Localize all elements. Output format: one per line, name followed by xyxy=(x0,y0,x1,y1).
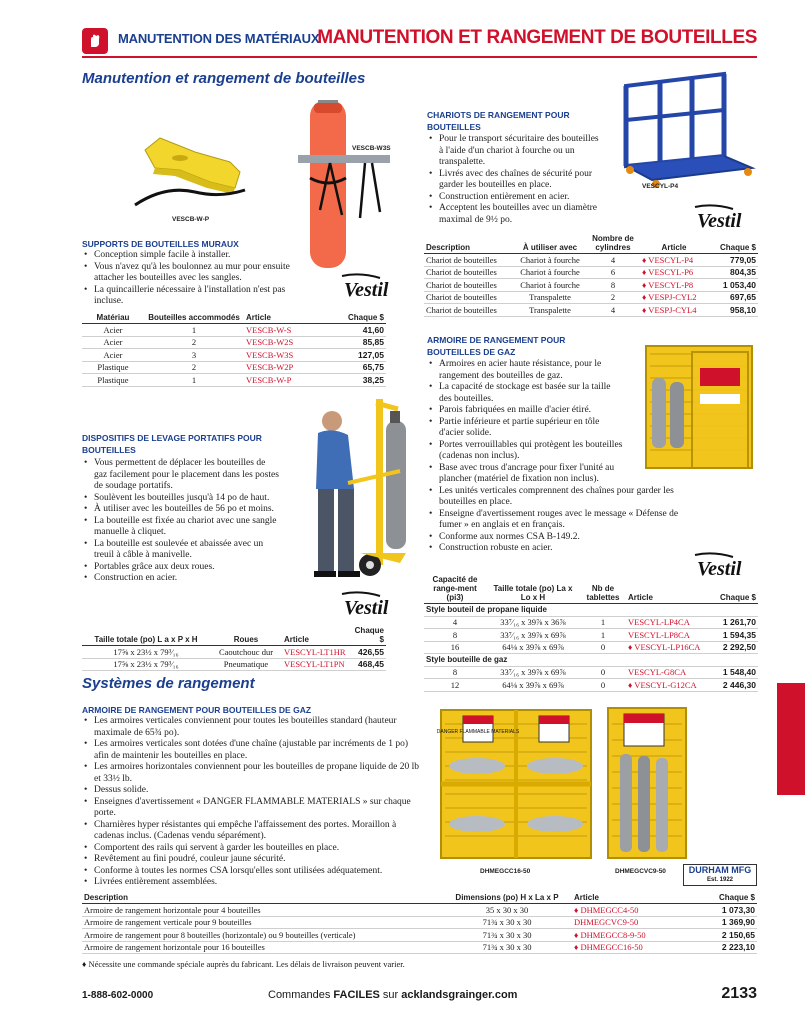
svg-text:Vestil: Vestil xyxy=(344,597,389,619)
vestil-logo xyxy=(340,272,406,304)
section-title-handling: Manutention et rangement de bouteilles xyxy=(82,70,366,87)
list-item: • Pour le transport sécuritaire des bouteilles à l'aide d'un chariot à fourche ou un transpalette. xyxy=(427,134,605,169)
list-item: • La bouteille est fixée au chariot avec une sangle manuelle à cliquet. xyxy=(82,516,280,539)
table-row: 8 33⁷⁄₁₆ x 39⅞ x 69⅞ 0 VESCYL-G8CA 1 548,40 xyxy=(424,666,758,679)
vestil-logo xyxy=(340,590,406,622)
table-row: 8 33⁷⁄₁₆ x 39⅞ x 69⅞ 1 VESCYL-LP8CA 1 594,35 xyxy=(424,629,758,642)
footer-site-link[interactable]: acklandsgrainger.com xyxy=(401,989,518,1001)
svg-text:Vestil: Vestil xyxy=(697,558,742,580)
list-item: • Les armoires verticales sont dotées d'une chaîne (ajustable par incréments de 1 po) afin de maintenir les bouteilles en place. xyxy=(82,739,422,762)
col-header: Taille totale (po) La x Lo x H xyxy=(486,574,580,604)
list-item: • Les armoires horizontales conviennent pour les bouteilles de propane liquide de 20 lb et 33½ lb. xyxy=(82,762,422,785)
table-row: Armoire de rangement horizontale pour 16 bouteilles 71¾ x 30 x 30 ♦ DHMEGCC16-50 2 223,10 xyxy=(84,942,755,953)
durham-est: Est. 1922 xyxy=(706,877,734,883)
cabinet-table xyxy=(424,574,758,692)
list-item: • Enseignes d'avertissement « DANGER FLAMMABLE MATERIALS » sur chaque porte. xyxy=(82,797,422,820)
wall-support-heading: SUPPORTS DE BOUTEILLES MURAUX xyxy=(82,239,239,249)
list-item: • Dessus solide. xyxy=(82,785,422,797)
table-row: 17⅝ x 23½ x 79³⁄₁₆ Caoutchouc dur VESCYL-LT1HR 426,55 xyxy=(82,646,386,659)
col-header: Nombre de cylindres xyxy=(586,233,640,254)
list-item: • Comportent des rails qui servent à garder les bouteilles en place. xyxy=(82,843,422,855)
list-item: • Construction en acier. xyxy=(82,573,280,585)
section-title-storage: Systèmes de rangement xyxy=(82,675,255,692)
table-row: Chariot de bouteilles Chariot à fourche 4 ♦ VESCYL-P4 779,05 xyxy=(426,254,756,265)
list-item: • Les armoires verticales conviennent pour toutes les bouteilles standard (hauteur maximale de 65¾ po). xyxy=(82,716,422,739)
table-row: Acier 3 VESCB-W3S 127,05 xyxy=(82,349,386,362)
page-title: MANUTENTION ET RANGEMENT DE BOUTEILLES xyxy=(317,27,757,48)
list-item: • La quincaillerie nécessaire à l'installation n'est pas incluse. xyxy=(82,285,314,308)
list-item: • Construction robuste en acier. xyxy=(427,543,689,555)
list-item: • Charnières hyper résistantes qui empêche l'affaissement des portes. Moraillon à cadenas inclus. (Cadenas vendu séparément). xyxy=(82,820,422,843)
footer-order-pre: Commandes xyxy=(268,989,334,1001)
list-item: • Conception simple facile à installer. xyxy=(82,250,314,262)
header-divider xyxy=(82,56,757,58)
lift-table xyxy=(82,625,386,671)
footer-phone: 1-888-602-0000 xyxy=(82,990,154,1001)
col-header: Chaque $ xyxy=(348,625,386,646)
list-item: • Armoires en acier haute résistance, pour le rangement des bouteilles de gaz. xyxy=(427,359,623,382)
portable-lift-image xyxy=(300,393,412,585)
category-logo xyxy=(82,28,108,54)
list-item: • Soulèvent les bouteilles jusqu'à 14 po de haut. xyxy=(82,493,280,505)
col-header: Article xyxy=(626,574,702,604)
list-item: • Acceptent les bouteilles avec un diamètre maximal de 9½ po. xyxy=(427,203,605,226)
list-item: • À utiliser avec les bouteilles de 56 po et moins. xyxy=(82,504,280,516)
list-item: • Conforme à toutes les normes CSA lorsqu'elles sont utilisées adéquatement. xyxy=(82,866,422,878)
svg-text:Vestil: Vestil xyxy=(697,210,742,232)
table-row: Armoire de rangement pour 8 bouteilles (horizontale) ou 9 bouteilles (verticale) 71¾ x 30 x 30 ♦ DHMEGCC8-9-50 2 150,65 xyxy=(84,929,755,940)
col-header: Bouteilles accommodés xyxy=(144,312,244,324)
table-row: Chariot de bouteilles Transpalette 2 ♦ VESPJ-CYL2 697,65 xyxy=(426,292,756,303)
carts-bullets xyxy=(427,134,605,226)
list-item: • Portes verrouillables qui protègent les bouteilles (cadenas non inclus). xyxy=(427,440,623,463)
list-item: • La bouteille est soulevée et abaissée avec un treuil à câble à manivelle. xyxy=(82,539,280,562)
vertical-gas-cabinet-image xyxy=(604,704,690,864)
page-number: 2133 xyxy=(721,985,757,1002)
col-header: Chaque $ xyxy=(708,233,758,254)
col-header: Article xyxy=(572,892,682,904)
horizontal-gas-cabinet-image xyxy=(437,704,595,862)
hand-icon xyxy=(86,32,104,50)
list-item: • Revêtement au fini poudré, couleur jaune sécurité. xyxy=(82,854,422,866)
lift-bullets xyxy=(82,458,280,585)
col-header: Description xyxy=(82,892,442,904)
durham-logo xyxy=(683,864,757,886)
svg-text:Vestil: Vestil xyxy=(344,279,389,301)
wall-support-table xyxy=(82,312,386,387)
footer-order-bold: FACILES xyxy=(333,989,380,1001)
table-row: 17⅝ x 23½ x 79³⁄₁₆ Pneumatique VESCYL-LT1PN 468,45 xyxy=(82,658,386,671)
footer-order xyxy=(268,989,517,1001)
table-row: Acier 1 VESCB-W-S 41,60 xyxy=(82,324,386,337)
list-item: • Livrés avec des chaînes de sécurité pour garder les bouteilles en place. xyxy=(427,169,605,192)
list-item: • Livrées entièrement assemblées. xyxy=(82,877,422,889)
list-item: • Enseigne d'avertissement rouges avec le message « Défense de fumer » en anglais et en français. xyxy=(427,509,689,532)
lift-heading: DISPOSITIFS DE LEVAGE PORTATIFS POUR BOUTEILLES xyxy=(82,433,262,455)
table-group-row: Style bouteille de gaz xyxy=(424,654,758,667)
table-row: Chariot de bouteilles Chariot à fourche 6 ♦ VESCYL-P6 804,35 xyxy=(426,267,756,278)
col-header: Description xyxy=(424,233,514,254)
wall-support-bullets xyxy=(82,250,314,308)
vestil-gas-cabinet-image xyxy=(640,338,758,476)
storage-bullets xyxy=(82,716,422,889)
list-item: • Construction entièrement en acier. xyxy=(427,192,605,204)
col-header: Article xyxy=(640,233,708,254)
col-header: Taille totale (po) L a x P x H xyxy=(82,625,210,646)
table-row: Armoire de rangement horizontale pour 4 bouteilles 35 x 30 x 30 ♦ DHMEGCC4-50 1 073,30 xyxy=(84,904,755,915)
col-header: Chaque $ xyxy=(320,312,386,324)
table-row: Acier 2 VESCB-W2S 85,85 xyxy=(82,336,386,349)
svg-text:DANGER FLAMMABLE MATERIALS: DANGER FLAMMABLE MATERIALS xyxy=(437,729,520,735)
list-item: • Vous n'avez qu'à les boulonnez au mur pour ensuite attacher les bouteilles avec les sangles. xyxy=(82,262,314,285)
list-item: • La capacité de stockage est basée sur la taille des bouteilles. xyxy=(427,382,623,405)
img-label-dhmegcvc9-50: DHMEGCVC9-50 xyxy=(615,868,666,875)
col-header: Roues xyxy=(210,625,282,646)
col-header: Article xyxy=(282,625,348,646)
table-group-row: Style bouteil de propane liquide xyxy=(424,604,758,617)
list-item: • Base avec trous d'ancrage pour fixer l'unité au plancher (matériel de fixation non inclus). xyxy=(427,463,623,486)
col-header: Chaque $ xyxy=(702,574,758,604)
col-header: Capacité de range-ment (pi3) xyxy=(424,574,486,604)
table-row: Chariot de bouteilles Chariot à fourche 8 ♦ VESCYL-P8 1 053,40 xyxy=(426,279,756,290)
col-header: Article xyxy=(244,312,320,324)
table-row: 4 33⁷⁄₁₆ x 39⅞ x 36⅞ 1 VESCYL-LP4CA 1 261,70 xyxy=(424,616,758,629)
img-label-vescb-w-p: VESCB-W-P xyxy=(172,216,210,223)
list-item: • Conforme aux normes CSA B-149.2. xyxy=(427,532,689,544)
table-row: Plastique 1 VESCB-W-P 38,25 xyxy=(82,374,386,387)
table-row: 12 64⅛ x 39⅞ x 69⅞ 0 ♦ VESCYL-G12CA 2 446,30 xyxy=(424,679,758,692)
col-header: Matériau xyxy=(82,312,144,324)
table-row: 16 64⅛ x 39⅞ x 69⅞ 0 ♦ VESCYL-LP16CA 2 292,50 xyxy=(424,641,758,654)
special-order-note: ♦ Nécessite une commande spéciale auprès du fabricant. Les délais de livraison peuvent varier. xyxy=(82,959,405,969)
table-row: Armoire de rangement verticale pour 9 bouteilles 71¾ x 30 x 30 DHMEGCVC9-50 1 369,90 xyxy=(84,917,755,928)
durham-brand: DURHAM MFG xyxy=(688,865,752,875)
list-item: • Les unités verticales comprennent des chaînes pour garder les bouteilles en place. xyxy=(427,486,689,509)
footer-order-mid: sur xyxy=(379,989,402,1001)
list-item: • Portables grâce aux deux roues. xyxy=(82,562,280,574)
cabinet-heading: ARMOIRE DE RANGEMENT POUR BOUTEILLES DE GAZ xyxy=(427,335,566,357)
storage-heading: ARMOIRE DE RANGEMENT POUR BOUTEILLES DE GAZ xyxy=(82,705,312,715)
img-label-vescb-w3s: VESCB-W3S xyxy=(352,145,391,152)
col-header: Nb de tablettes xyxy=(580,574,626,604)
list-item: • Partie inférieure et partie supérieur en tôle d'acier solide. xyxy=(427,417,623,440)
list-item: • Parois fabriquées en maille d'acier étiré. xyxy=(427,405,623,417)
col-header: À utiliser avec xyxy=(514,233,586,254)
list-item: • Vous permettent de déplacer les bouteilles de gaz facilement pour le placement dans les postes de soudage portatifs. xyxy=(82,458,280,493)
header-category: MANUTENTION DES MATÉRIAUX xyxy=(118,31,320,46)
plastic-wall-bracket-image xyxy=(125,130,250,220)
table-row: Plastique 2 VESCB-W2P 65,75 xyxy=(82,361,386,374)
side-tab xyxy=(777,683,805,795)
img-label-dhmegcc16-50: DHMEGCC16-50 xyxy=(480,868,531,875)
table-row: Chariot de bouteilles Transpalette 4 ♦ VESPJ-CYL4 958,10 xyxy=(426,304,756,315)
carts-table xyxy=(424,233,758,317)
storage-table xyxy=(82,892,757,954)
cylinder-cart-image xyxy=(612,70,757,194)
vestil-logo xyxy=(693,203,759,235)
col-header: Chaque $ xyxy=(682,892,757,904)
col-header: Dimensions (po) H x La x P xyxy=(442,892,572,904)
img-label-vescyl-p4: VESCYL-P4 xyxy=(642,183,679,190)
carts-heading: CHARIOTS DE RANGEMENT POUR BOUTEILLES xyxy=(427,110,570,132)
